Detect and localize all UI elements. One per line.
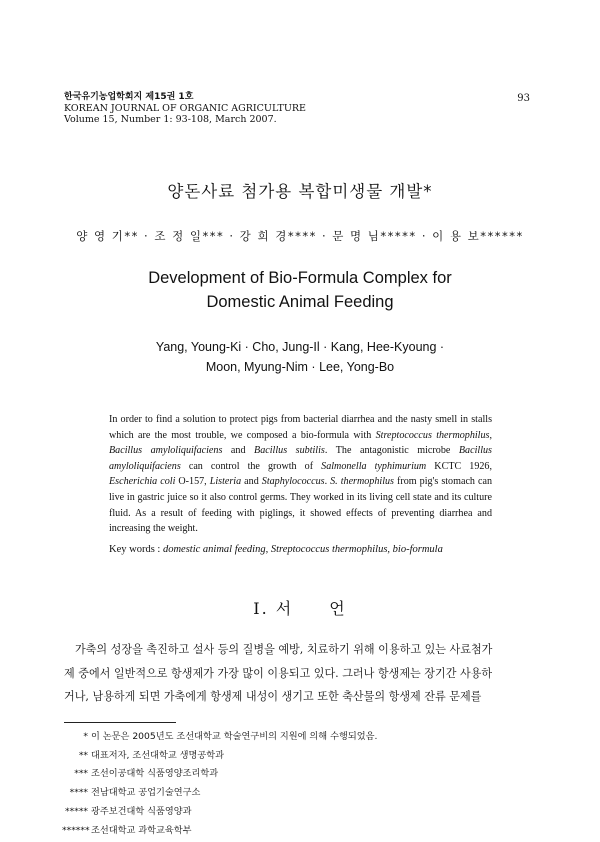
abstract	[109, 412, 492, 537]
species-name: Escherichia coli	[109, 476, 176, 488]
paper-title-en-line: Development of Bio-Formula Complex for	[148, 269, 452, 287]
abstract-text: can control the growth of	[180, 460, 322, 472]
keywords-terms: domestic animal feeding, Streptococcus thermophilus, bio-formula	[162, 544, 443, 555]
abstract-text: In order to find a solution to protect pigs from bacterial diarrhea and the nasty smell in stalls which are the most trouble, we composed a bio-formula with	[109, 414, 492, 441]
abstract-text: and	[241, 476, 262, 488]
footnote-text: 전남대학교 공업기술연구소	[91, 787, 201, 799]
author-list-en	[0, 337, 600, 377]
journal-title-kr: 한국유기농업학회지 제15권 1호	[64, 92, 194, 102]
body-paragraph	[64, 638, 538, 709]
journal-title-en: KOREAN JOURNAL OF ORGANIC AGRICULTURE	[64, 103, 306, 114]
footnote	[62, 728, 377, 747]
keywords-label: Key words :	[109, 544, 163, 555]
body-line: 가축의 성장을 촉진하고 설사 등의 질병을 예방, 치료하기 위해 이용하고 있는 사료첨가	[75, 643, 493, 656]
footnote	[62, 747, 377, 766]
author-list-kr: 양 영 기** · 조 정 일*** · 강 희 경**** · 문 명 님***** · 이 용 보******	[76, 229, 524, 243]
species-name: Staphylococcus	[261, 476, 325, 488]
footnotes	[62, 728, 377, 840]
footnote-mark: ***	[74, 768, 88, 780]
species-name: Listeria	[209, 476, 242, 488]
footnote	[62, 822, 377, 841]
footnote-mark: **	[78, 749, 88, 761]
footnote-text: 대표저자, 조선대학교 생명공학과	[91, 749, 225, 761]
species-name: Bacillus subtilis	[254, 445, 325, 457]
footnote-mark: ******	[62, 824, 90, 836]
footnote	[62, 765, 377, 784]
species-name: Salmonella typhimurium	[321, 460, 427, 472]
body-line: 거나, 남용하게 되면 가축에게 항생제 내성이 생기고 또한 축산물의 항생제 잔류 문제를	[64, 690, 482, 703]
journal-volume: Volume 15, Number 1: 93-108, March 2007.	[64, 114, 277, 125]
page-number: 93	[517, 93, 530, 104]
footnote-mark: *****	[65, 805, 88, 817]
author-list-en-line: Yang, Young-Ki · Cho, Jung-Il · Kang, Hee-Kyoung ·	[155, 340, 445, 354]
footnote-divider	[64, 722, 176, 723]
keywords	[109, 544, 529, 555]
paper-title-en	[0, 266, 600, 314]
footnote-mark: ****	[69, 787, 88, 799]
footnote-text: 조선이공대학 식품영양조리학과	[91, 768, 219, 780]
species-name: Bacillus amyloliquifaciens	[109, 445, 492, 472]
abstract-text: KCTC 1926,	[426, 460, 492, 472]
abstract-text: ,	[489, 429, 492, 441]
footnote-mark: *	[83, 731, 88, 742]
footnote-text: 광주보건대학 식품영양과	[91, 805, 192, 817]
abstract-text: .	[324, 476, 331, 488]
abstract-text: . The antagonistic microbe	[324, 445, 459, 457]
abstract-text: from pig's stomach can live in gastric juice so it also control germs. They worked in its living cell state and its culture fluid. As a result of feeding with piglings, it showed effects of preventing diarrhea and increasing the weight.	[109, 476, 492, 535]
journal-header	[64, 92, 306, 125]
species-name: Bacillus amyloliquifaciens	[109, 445, 223, 457]
paper-title-kr: 양돈사료 첨가용 복합미생물 개발*	[167, 182, 433, 201]
footnote	[62, 803, 377, 822]
species-name: S. thermophilus	[330, 476, 394, 488]
footnote-text: 조선대학교 과학교육학부	[91, 824, 192, 836]
section-heading-introduction: Ⅰ. 서 언	[253, 599, 347, 618]
abstract-text: O-157,	[175, 476, 210, 488]
species-name: Streptococcus thermophilus	[375, 429, 490, 441]
author-list-en-line: Moon, Myung-Nim · Lee, Yong-Bo	[205, 360, 395, 374]
footnote-text: 이 논문은 2005년도 조선대학교 학술연구비의 지원에 의해 수행되었음.	[91, 731, 378, 742]
body-line: 제 중에서 일반적으로 항생제가 가장 많이 이용되고 있다. 그러나 항생제는 장기간 사용하	[64, 666, 493, 680]
footnote	[62, 784, 377, 803]
abstract-text: and	[222, 445, 255, 457]
paper-title-en-line: Domestic Animal Feeding	[206, 293, 394, 311]
